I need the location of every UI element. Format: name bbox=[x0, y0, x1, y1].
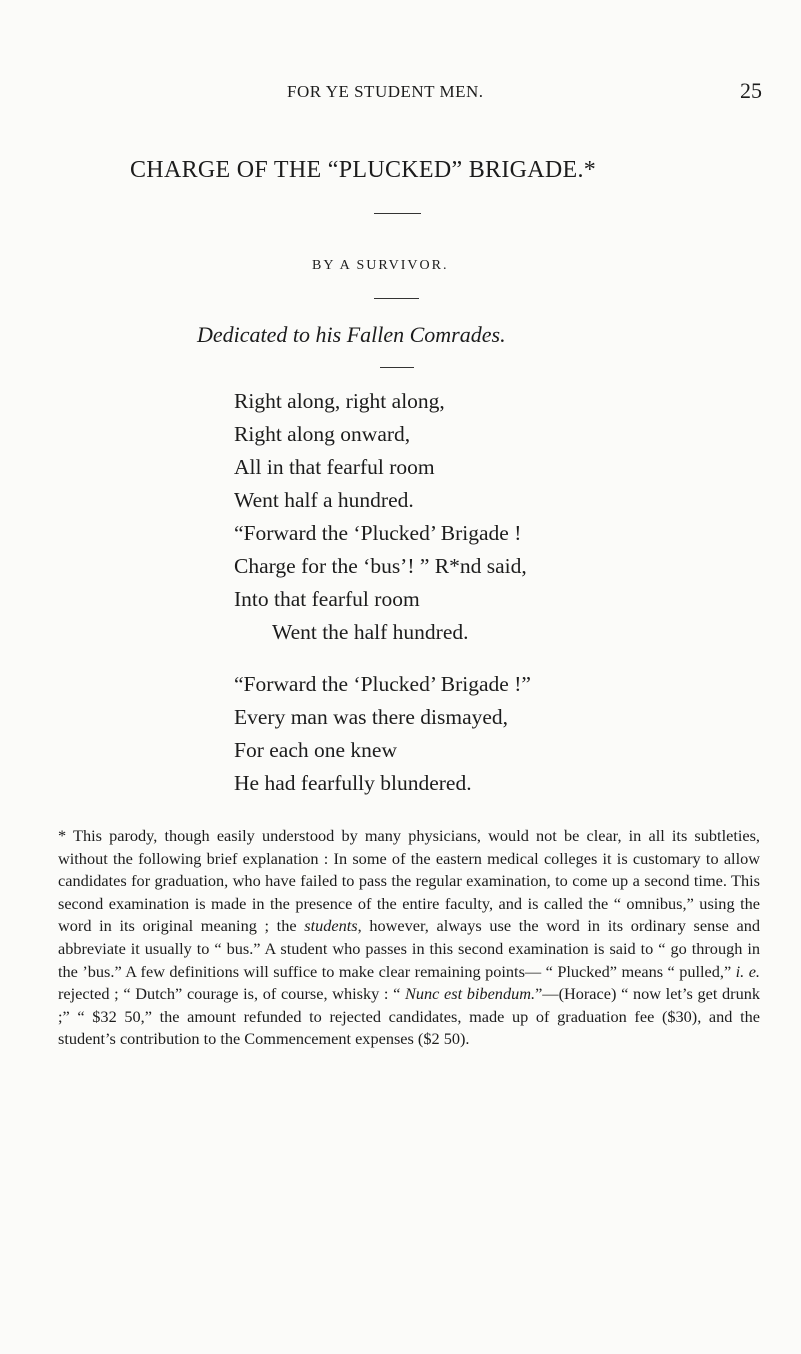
verse-line: All in that fearful room bbox=[234, 455, 435, 479]
verse-line: Went half a hundred. bbox=[234, 488, 414, 512]
verse-line: Every man was there dismayed, bbox=[234, 705, 509, 729]
footnote-students: students bbox=[304, 916, 358, 936]
verse-line: Charge for the ‘bus’! ” R*nd said, bbox=[234, 554, 527, 578]
footnote-text-4: ”—(Horace) “ now let’s get drunk ;” “ $32 50,” the amount refunded to rejected candidates, made up of graduation fee ($30), and the student’s contribution to the Commencement expenses ($2 50). bbox=[58, 984, 761, 1049]
stanza-2 bbox=[234, 668, 531, 800]
footnote-text-1: * This parody, though easily understood by many physicians, would not be clear, in all its subtleties, without the following brief explanation : In some of the eastern medical colleges it is customary to allow candidates for graduation, who have failed to pass the regular examination, to come up a second time. This second examination is made in the presence of the entire faculty, and is called the “ omnibus,” using the word in its original meaning ; the bbox=[58, 826, 760, 936]
verse-line: Right along onward, bbox=[234, 422, 411, 446]
page-number: 25 bbox=[740, 78, 762, 103]
footnote bbox=[58, 825, 760, 1051]
dedication-rule bbox=[380, 367, 414, 368]
verse-line: Into that fearful room bbox=[234, 587, 420, 611]
verse-line: “Forward the ‘Plucked’ Brigade !” bbox=[234, 672, 531, 696]
running-title: FOR YE STUDENT MEN. bbox=[287, 82, 484, 101]
dedication: Dedicated to his Fallen Comrades. bbox=[197, 322, 506, 347]
verse-line: Right along, right along, bbox=[234, 389, 445, 413]
verse-line: He had fearfully blundered. bbox=[234, 771, 472, 795]
byline-rule bbox=[374, 298, 419, 299]
footnote-text-3: rejected ; “ Dutch” courage is, of course, whisky : “ bbox=[58, 984, 405, 1004]
verse-line: Went the half hundred. bbox=[272, 620, 469, 644]
verse-line: “Forward the ‘Plucked’ Brigade ! bbox=[234, 521, 522, 545]
title-rule bbox=[374, 213, 421, 214]
stanza-1 bbox=[234, 385, 527, 649]
footnote-text-2: , however, always use the word in its ordinary sense and abbreviate it usually to “ bus.” A student who passes in this second examination is said to “ go through in the ’bus.” A few definitions will suffice to make clear remaining points— “ Plucked” means “ pulled,” bbox=[58, 916, 760, 981]
byline: BY A SURVIVOR. bbox=[312, 258, 449, 273]
poem-title: CHARGE OF THE “PLUCKED” BRIGADE.* bbox=[130, 157, 597, 183]
verse-line: For each one knew bbox=[234, 738, 397, 762]
footnote-ie: i. e. bbox=[735, 961, 760, 981]
footnote-latin: Nunc est bibendum. bbox=[404, 984, 536, 1004]
